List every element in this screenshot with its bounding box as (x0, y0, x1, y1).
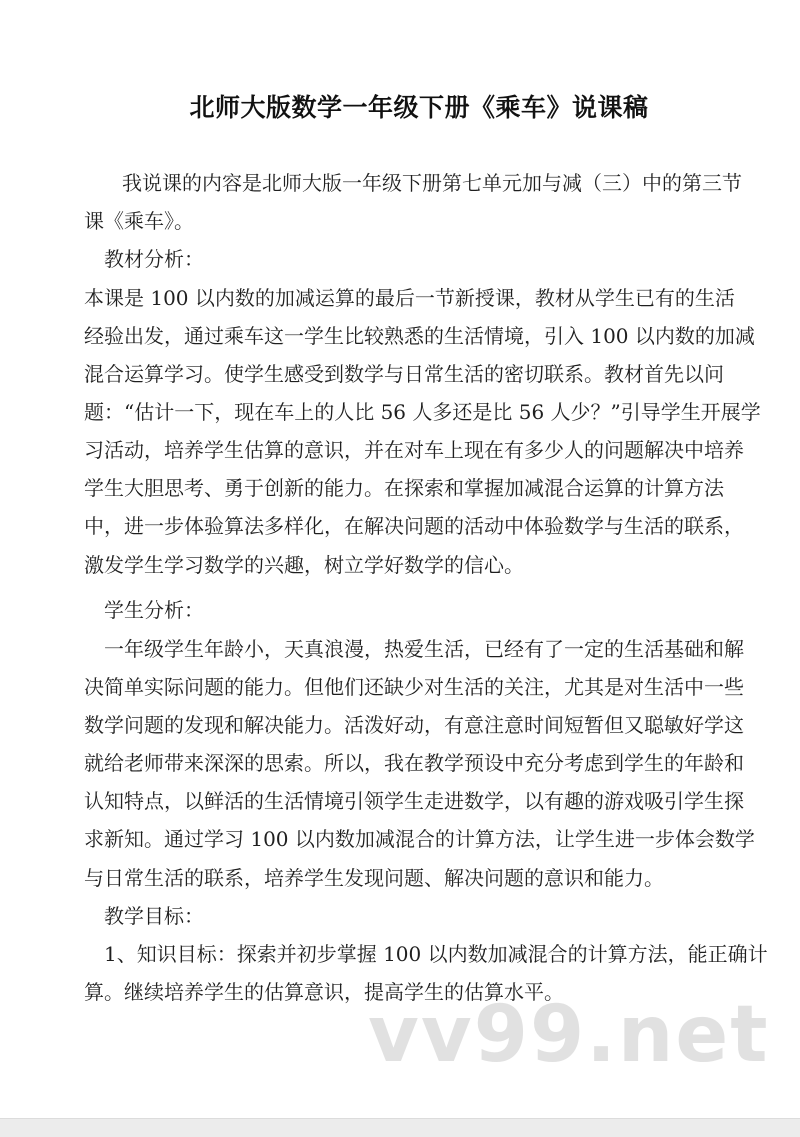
paragraph-line: 学生大胆思考、勇于创新的能力。在探索和掌握加减混合运算的计算方法 (84, 476, 724, 500)
paragraph-line: 算。继续培养学生的估算意识，提高学生的估算水平。 (84, 980, 564, 1004)
paragraph-line: 混合运算学习。使学生感受到数学与日常生活的密切联系。教材首先以问 (84, 362, 724, 386)
document-title: 北师大版数学一年级下册《乘车》说课稿 (189, 93, 649, 122)
watermark: vv99.net (368, 990, 770, 1080)
paragraph-line: 一年级学生年龄小，天真浪漫，热爱生活，已经有了一定的生活基础和解 (104, 637, 744, 661)
paragraph-line: 题：“估计一下，现在车上的人比 56 人多还是比 56 人少？”引导学生开展学 (84, 400, 761, 424)
section-heading: 学生分析： (104, 598, 204, 622)
paragraph-line: 数学问题的发现和解决能力。活泼好动，有意注意时间短暂但又聪敏好学这 (84, 713, 744, 737)
paragraph-line: 课《乘车》。 (84, 209, 194, 233)
paragraph-line: 1、知识目标：探索并初步掌握 100 以内数加减混合的计算方法，能正确计 (104, 942, 768, 966)
paragraph-line: 就给老师带来深深的思索。所以，我在教学预设中充分考虑到学生的年龄和 (84, 751, 744, 775)
section-heading: 教学目标： (104, 904, 204, 928)
paragraph-line: 认知特点，以鲜活的生活情境引领学生走进数学，以有趣的游戏吸引学生探 (84, 789, 744, 813)
section-heading: 教材分析： (104, 247, 204, 271)
page-bottom-edge (0, 1118, 800, 1137)
paragraph-line: 中，进一步体验算法多样化，在解决问题的活动中体验数学与生活的联系， (84, 514, 744, 538)
paragraph-line: 经验出发，通过乘车这一学生比较熟悉的生活情境，引入 100 以内数的加减 (84, 324, 755, 348)
paragraph-line: 本课是 100 以内数的加减运算的最后一节新授课，教材从学生已有的生活 (84, 286, 735, 310)
paragraph-line: 激发学生学习数学的兴趣，树立学好数学的信心。 (84, 553, 524, 577)
paragraph-line: 决简单实际问题的能力。但他们还缺少对生活的关注，尤其是对生活中一些 (84, 675, 744, 699)
paragraph-line: 习活动，培养学生估算的意识，并在对车上现在有多少人的问题解决中培养 (84, 438, 744, 462)
paragraph-line: 与日常生活的联系，培养学生发现问题、解决问题的意识和能力。 (84, 866, 664, 890)
paragraph-line: 求新知。通过学习 100 以内数加减混合的计算方法，让学生进一步体会数学 (84, 827, 755, 851)
paragraph-line: 我说课的内容是北师大版一年级下册第七单元加与减（三）中的第三节 (122, 171, 742, 195)
